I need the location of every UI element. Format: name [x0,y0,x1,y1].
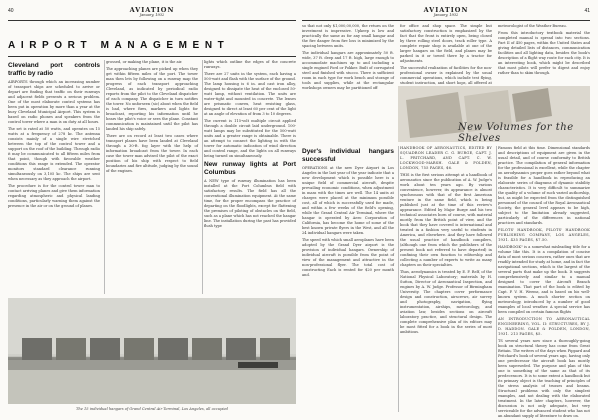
header-rule [302,20,590,21]
right-column-1-bottom [302,146,394,414]
column-separator [104,60,105,294]
article-paragraph: THIS is the first serious attempt at a handbook of aeronautics since the publication of A. W. Judge's work about ten years ago. By various convenience, however, its appearance is almost synchronous with that of the first American venture in the same field, which is being published just at the time of this review's appearance. Edited by Major Burge and his two technical associates born of course, with material mostly from the British point of view, and the book that they have covered is international and treated in a fashion very useful to students in America, and elsewhere. And they have followed the usual practice of handbook compilers, (although one from which the publishers of the present book not referred to have departed) in confining their own function to editorship and collecting a number of experts to write as many chapters on their specialties. [400,173,492,267]
header-rule [8,20,296,21]
right-column-3-top [498,24,590,84]
left-magazine-name: AVIATION [129,6,175,14]
article-paragraph: The successful realization of facilities for the non-professional owner is explained by the usual commercial operations, which include test flying, student instruction, and short hops, all offered at [400,66,492,85]
book-section-title: New Volumes for the Shelves [458,122,574,144]
article-paragraph: OPERATIONS at the new Dyer Airport in Los Angeles in the last year of the year indicate that a new development which is possible here is a unique field of commercial aircraft, despite prevailing economic conditions, when adjustment in mass with the times are well. The 14 units at charges were placed at the minimum possible cost, all of which is successfully used for made, and within a few weeks of the field's opening, while the Grand Central Air Terminal, where the hangar is operated by Aero Corporation of California, has become the home of some of the best known private flyers in the West, and all the 24 individual hangars were taken. [302,166,394,235]
article-paragraph: The procedure is for the control tower man to contact arriving planes and give them information regarding atmospheric and physical landing conditions, particularly warning them against the presence in the air or on the ground of planes. [8,184,100,208]
article-heading-port-columbus: New runway lights at Port Columbus [204,161,296,176]
article-paragraph: The set is rated at 50 watts, and operates on 15 watts at a frequency of 278 kc. The antenna consists mainly of a single wire stretched between the top of the control tower and a support on the roof of the building. Through radio it may be communicated to all fifteen miles from that point, though with favorable weather conditions this range is extended. The operator monitors standard clearance running simultaneously on 3,105 kc. The ships are sent when necessary as they approach the airport. [8,127,100,181]
article-paragraph: From this introductory textbook material the completed manual is spread into two sections. Part II of 450 pages, within the United States and giving detailed lists of distances, communication facilities and all lighting data, besides the book's description of a flight way route for each city. It is an interesting book, which might be described that most pilots will prefer to digest and enjoy rather than to skim through. [498,31,590,75]
right-page [302,6,590,416]
article-heading-dyer-hangars: Dyer's individual hangars successful [302,148,394,163]
article-paragraph: The speed with which small aeroplanes have been adopted by the Grand Dyer airport is the provision of individual hangars. Ownership of individual aircraft is possible from the point of view of the management and attractive in the non-professional flyer. The total cost of constructing Each is rented for $20 per month and. [302,238,394,277]
left-page-number: 40 [8,8,14,14]
right-column-1-top [302,24,394,144]
left-running-head [8,6,296,20]
article-paragraph: AIRPORTS through which an increasing number of transport ships are scheduled to arrive or depart are finding that traffic on their runways and adjacent fields presents a serious problem. One of the most elaborate control systems has been put in operation by more than a year at the busy Cleveland Municipal Airport. This system is based on radio phones and speakers from the control tower where a man is on duty at all hours. [8,80,100,124]
right-magazine-name: AVIATION [423,6,469,14]
left-column-1 [8,60,100,296]
article-paragraph: A NEW type of runway illumination has been installed at the Port Columbus field with satisfactory results. The field has all the conventional illumination equipment. At the same time, for the proper encompass the practice of departing on the floodlights, except for flattening the premises of piloting of obstacles on the field, such as a plane which has not reached the hangar line. The installation during the past has provided flush type [204,179,296,228]
article-paragraph: meteorologist of the Weather Bureau. [498,24,567,28]
article-paragraph: There are on record at least two cases where transport planes have been landed at Cleveland through a 30-ft. fog layer with the help of information broadcast from the tower. In each case the tower man advised the pilot of the exact position of his ship with respect to field boundaries and fire altitude, judging by the sound of the engines. [106,134,198,173]
article-paragraph: so that not only $1,000,00,000, the return on the investment is impressive. Upkeep is low and practically the same as for any small hangar and the fire danger from fire loss is minimized by the spacing between units. [302,24,394,48]
article-paragraph: lights which outline the edges of the concrete runways. [204,60,296,69]
hangar-photo [8,298,296,404]
article-paragraph: There are 27 units in the system, each having a 500-watt and flash with the surface of the ground. The lamp housing is 6 in. and cast iron alloy, designed to dissipate the heat of the enclosed 50-watt lamp, without ventilation. The units are water-tight and mounted in concrete. The lenses are prismatic convex, heat resisting glass, designed to direct at least 60 per cent of the light at an angle of elevation of from 3 to 10 degrees. [204,72,296,116]
article-paragraph: grossed, or making the plane, it is the air. [106,60,183,64]
left-column-3 [204,60,296,296]
book-review-citation: PILOTS' HANDBOOK, PILOTS' HANDBOOK PUBLISHING COMPANY, LOS ANGELES, 1931. 435 PAGES, $7.50. [498,228,590,242]
hangar-photo-drawing [8,298,296,404]
section-title: AIRPORT MANAGEMENT [8,40,230,51]
column-separator [398,146,399,412]
section-rule [8,56,296,57]
article-paragraph: TS several years now since a thoroughly-going book on structural theory has come from Great Britain. The writers of the days when Pippard and Pritchard's book of several years ago, having only one predecessor the aircraft book has mostly been superseded. The purpose and plan of this one is something of the same as that of its predecessors. It is to some extent a handbook but its primary object is the teaching of principles of the stress analysis of trusses and beams. Structural problems with only the simplest examples, and not dealing with the elaborated treatment. In the later chapters, however, the discussion is not only adequate, but very serviceable for the advanced student who has not an abundant supply of literature to draw on. [498,339,590,418]
book-shelf-photo [398,86,590,142]
right-column-2-bottom [400,146,492,414]
article-paragraph: Thus, aerodynamics is treated by E. F. Relf, of the National Physical Laboratory; materials by H. Sutton, Director of Aeronautical Inspection, and engines by A. W. Judge. Professor of Birmingham University. The chapters cover performance design and construction, airscrews, air survey and photography, navigation, flying instrumentation, airships, meteorology, and aviation law, besides sections on aircraft laboratory practice, and structural design. The complete comprehensive plan of its editors may be most fitted for a book in the series of most ambitious. [400,270,492,334]
right-page-number: 41 [584,8,590,14]
article-paragraph: The approaching planes are picked up when they get within fifteen miles of the port. The tower man then lets by following on a runway map the progress of each transport approaching Cleveland, as indicated by periodical radio reports from the pilot to the Cleveland dispatcher of each company. The dispatcher in turn notifies the tower. No unforseen (sic) about when the field is bad, where fires, markers and lights for broadcast, reporting his information until he hears the pilot's voice or sees the plane. Constant communication is maintained until the pilot has landed his ship safely. [106,67,198,131]
right-running-head [302,6,590,20]
article-paragraph: for office and shop space. The simple but satisfactory construction is emphasized by the fact that the front is entirely open, being closed by three rolling steel doors, track roller type. A complete repair shop is available at one of the larger hangars on the field, and planes may be parked in it or towed there by a tractor for adjustments. [400,24,492,63]
right-issue-date: January, 1932 [433,13,459,17]
left-page [8,6,296,416]
book-shelf-image [398,86,590,142]
article-paragraph: The current is 115-volt multiple circuit applied through a double circuit laid underground. 100-watt lamps may be substituted for the 500-watt units and a greater range is obtainable. There is an attempt to connect the lighting in with the tower for automatic indication of wind direction and control range, and the lights on all runways being turned on simultaneously. [204,119,296,158]
article-paragraph: Famous field at this time. Dimensional standards and descriptions of equipment are given in the usual detail, and of course conformity to British practice. The compilation of general information for the professional is excellent, while the chapter on aerodynamics proper goes rather beyond what is feasible for a handbook in reproducing an elaborate series of diagrams of dynamic stability characteristics. It is very difficult to summarize the quality of a volume of such varied authorship, but, as might be expected from the distinguished personnel of the council of the Royal Aeronautical Society, the general level appears to be high, subject to the limitation already suggested, particularly of the differences in national practices and standards. [498,146,590,225]
photo-caption: The 15 individual hangars of Grand Central Air Terminal, Los Angeles, all occupied [76,407,228,411]
left-column-2 [106,60,198,296]
right-column-3-bottom [498,146,590,418]
column-separator [202,60,203,294]
right-column-2-top [400,24,492,84]
left-issue-date: January, 1932 [139,13,165,17]
book-review-citation: AN INTRODUCTION TO AERONAUTICAL ENGINEERING, VOL. II: STRUCTURES, BY J. D. HADDON. GALE & POLDEN, LONDON, 1931. 213 PAGES, $5. [498,317,590,336]
column-separator [496,146,497,412]
article-heading-cleveland: Cleveland port controls traffic by radio [8,62,100,77]
article-paragraph: The individual hangars are approximately 50 ft. wide, 37 ft. deep and 17 ft. high, large enough to accommodate machines up to and including a single engined Ford or Fokker. Built of corrugated steel and finished with stucco. There is sufficient room in each type for work bench and storage of tools and supplies, while at the rectangular workshops owners may be partitioned off [302,51,394,90]
book-review-citation: HANDBOOK OF AERONAUTICS, EDITED BY SQUADRON LEADER C. G. BURGE, CAPT. J. L. PRITCHARD, AND CAPT. C. W. LOCKWOOD-MARSH. GALE & POLDEN, LONDON, 755 PAGES, $6. [400,146,492,170]
article-paragraph: HANDBOOK" is a somewhat misleading title for a volume like this. It is a compilation of concise data of most serious concern, rather ones that are readily intended for study at home, and in fact the navigational sections, which is the largest of the several parts that make up the book. It suggests comprehensively and similar to a manual designed to cover the Aircraft Branch examination. That part of the book is edited by Capt. P. V. H. Weems, and is based on his well-known system. A much shorter section on meteorology, introduced by a number of good examples of local weather. A special service has been compiled on certain famous flights [498,245,590,314]
